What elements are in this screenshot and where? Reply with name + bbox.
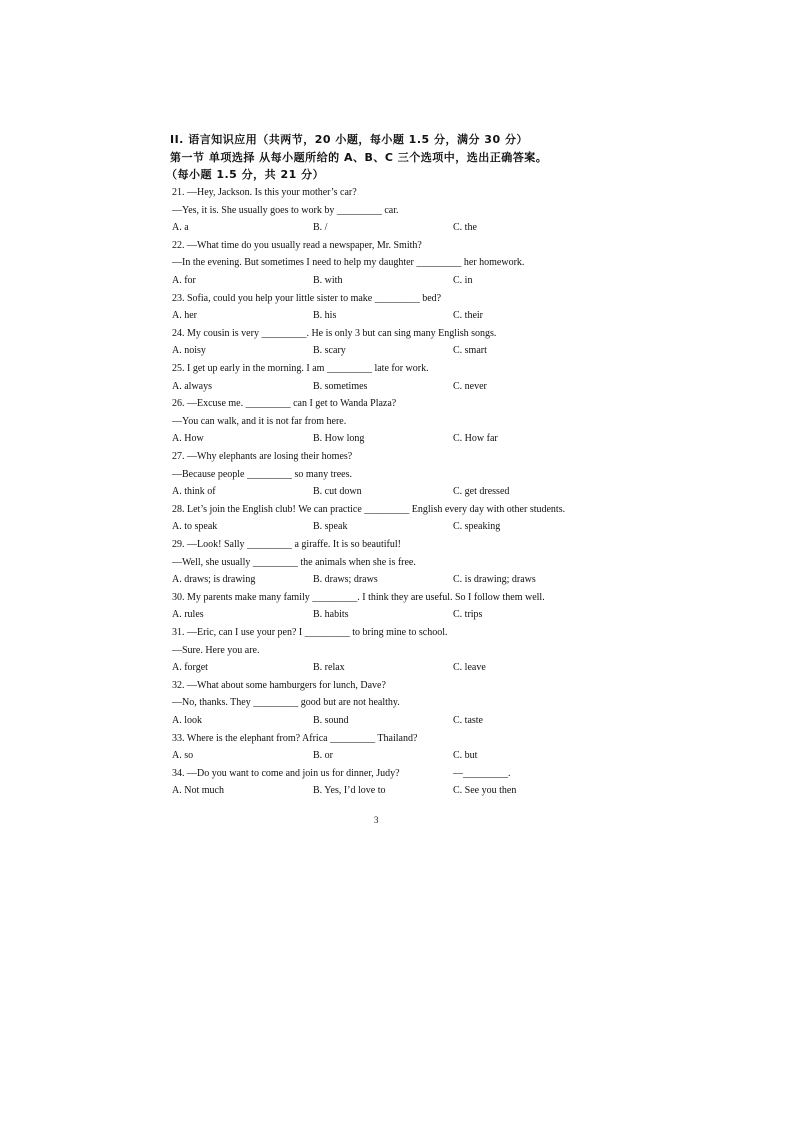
question-stem: 27. —Why elephants are losing their homes?: [172, 451, 353, 462]
question-stem: 33. Where is the elephant from? Africa _________ Thailand?: [172, 732, 418, 744]
answer-option-b: B. scary: [313, 345, 346, 357]
question-reply-blank: —_________.: [453, 767, 511, 779]
answer-option-c: C. trips: [453, 609, 483, 621]
question-dialogue-line: —You can walk, and it is not far from here.: [172, 415, 347, 427]
question-stem: 30. My parents make many family _________. I think they are useful. So I follow them well.: [172, 591, 545, 603]
question-dialogue-line: —Well, she usually _________ the animals when she is free.: [172, 556, 416, 568]
answer-option-c: C. How far: [453, 433, 498, 445]
answer-option-c: C. taste: [453, 715, 483, 726]
answer-option-a: A. a: [172, 222, 189, 234]
part-one-note: （每小题 1.5 分，共 21 分）: [166, 168, 325, 181]
answer-option-a: A. her: [172, 310, 197, 322]
answer-option-c: C. smart: [453, 345, 487, 357]
question-stem: 23. Sofia, could you help your little sister to make _________ bed?: [172, 292, 442, 304]
answer-option-b: B. cut down: [313, 486, 362, 498]
answer-option-c: C. their: [453, 310, 483, 322]
answer-option-a: A. How: [172, 433, 204, 445]
answer-option-a: A. Not much: [172, 785, 224, 797]
answer-option-c: C. the: [453, 222, 477, 234]
answer-option-a: A. forget: [172, 662, 208, 674]
answer-option-a: A. for: [172, 275, 196, 286]
answer-option-c: C. is drawing; draws: [453, 574, 536, 586]
answer-option-c: C. never: [453, 380, 487, 392]
answer-option-c: C. See you then: [453, 785, 517, 797]
question-dialogue-line: —Sure. Here you are.: [172, 644, 260, 656]
answer-option-c: C. speaking: [453, 521, 501, 533]
part-one-header: 第一节 单项选择 从每小题所给的 A、B、C 三个选项中，选出正确答案。: [170, 151, 548, 164]
answer-option-b: B. How long: [313, 433, 365, 445]
question-stem: 24. My cousin is very _________. He is only 3 but can sing many English songs.: [172, 327, 497, 339]
answer-option-a: A. think of: [172, 486, 216, 498]
answer-option-a: A. to speak: [172, 521, 218, 533]
section-header: II. 语言知识应用（共两节，20 小题，每小题 1.5 分，满分 30 分）: [170, 133, 528, 146]
answer-option-b: B. habits: [313, 609, 349, 621]
answer-option-b: B. draws; draws: [313, 574, 378, 586]
answer-option-c: C. get dressed: [453, 486, 510, 498]
answer-option-b: B. Yes, I’d love to: [313, 785, 386, 797]
question-stem: 26. —Excuse me. _________ can I get to Wanda Plaza?: [172, 398, 397, 410]
answer-option-b: B. sometimes: [313, 380, 368, 392]
answer-option-b: B. sound: [313, 715, 349, 726]
answer-option-b: B. speak: [313, 521, 348, 533]
question-stem: 28. Let’s join the English club! We can practice _________ English every day with other students.: [172, 503, 566, 515]
answer-option-a: A. noisy: [172, 345, 206, 357]
question-stem: 29. —Look! Sally _________ a giraffe. It is so beautiful!: [172, 539, 401, 550]
question-stem: 25. I get up early in the morning. I am _________ late for work.: [172, 363, 429, 374]
answer-option-c: C. but: [453, 750, 478, 762]
answer-option-a: A. look: [172, 715, 202, 726]
page-number: 3: [374, 815, 379, 825]
question-dialogue-line: —Yes, it is. She usually goes to work by _________ car.: [172, 204, 399, 216]
answer-option-a: A. always: [172, 380, 212, 392]
answer-option-b: B. with: [313, 275, 343, 286]
answer-option-c: C. in: [453, 275, 473, 286]
answer-option-b: B. his: [313, 310, 337, 322]
answer-option-a: A. so: [172, 750, 194, 762]
answer-option-a: A. draws; is drawing: [172, 574, 256, 586]
answer-option-b: B. or: [313, 750, 333, 762]
question-stem: 21. —Hey, Jackson. Is this your mother’s car?: [172, 187, 357, 198]
question-stem: 32. —What about some hamburgers for lunch, Dave?: [172, 679, 386, 691]
answer-option-c: C. leave: [453, 662, 486, 674]
answer-option-b: B. relax: [313, 662, 345, 674]
question-dialogue-line: —In the evening. But sometimes I need to help my daughter _________ her homework.: [172, 257, 525, 269]
answer-option-a: A. rules: [172, 609, 204, 621]
question-stem: 22. —What time do you usually read a newspaper, Mr. Smith?: [172, 239, 422, 251]
question-stem: 31. —Eric, can I use your pen? I _________ to bring mine to school.: [172, 627, 448, 638]
answer-option-b: B. /: [313, 222, 328, 234]
question-dialogue-line: —No, thanks. They _________ good but are not healthy.: [172, 697, 400, 709]
question-stem: 34. —Do you want to come and join us for dinner, Judy?: [172, 767, 400, 779]
question-dialogue-line: —Because people _________ so many trees.: [172, 468, 352, 480]
